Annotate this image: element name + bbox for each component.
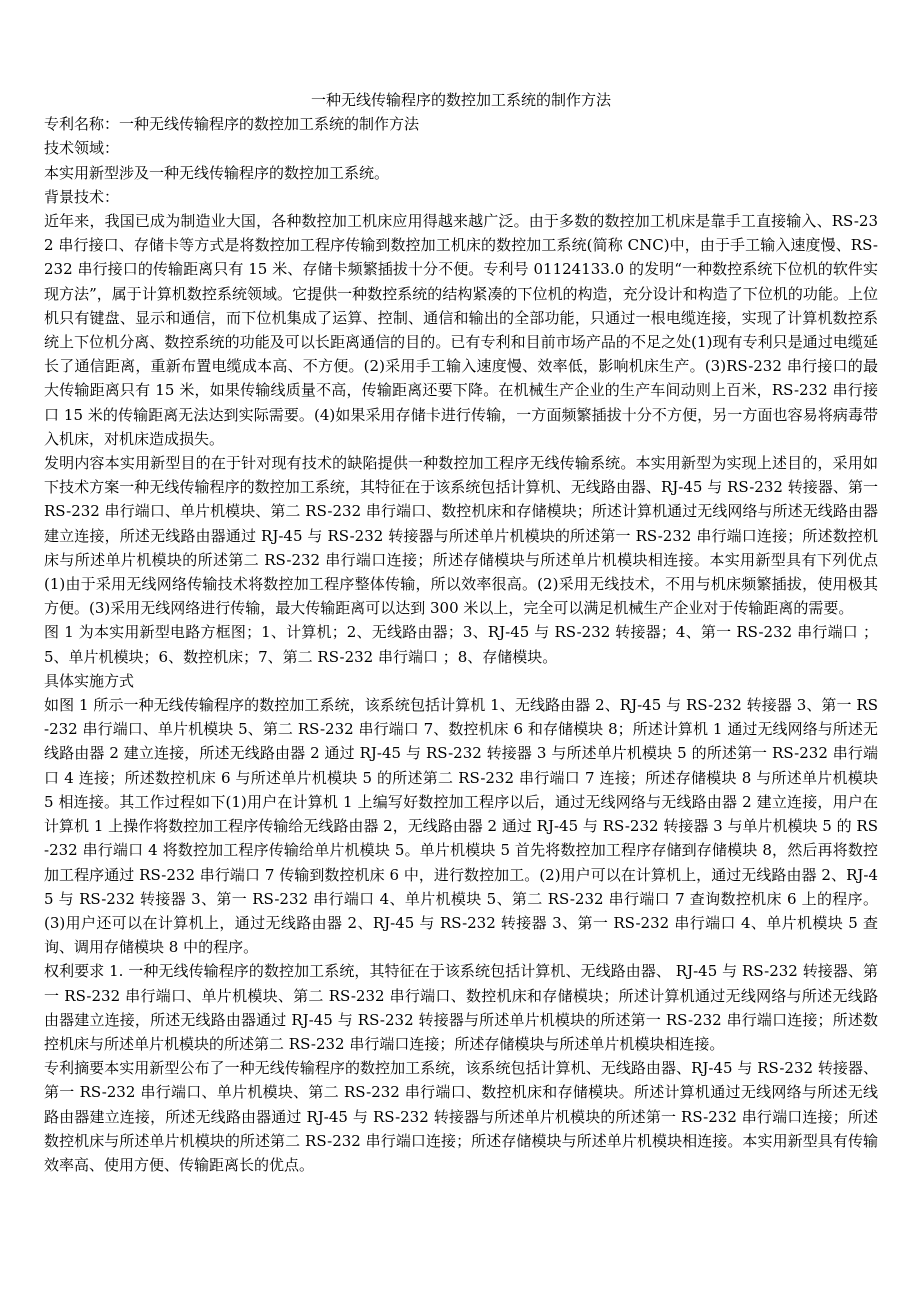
- figure-description-paragraph: 图 1 为本实用新型电路方框图；1、计算机；2、无线路由器；3、RJ-45 与 RS-232 转接器；4、第一 RS-232 串行端口 ；5、单片机模块；6、数控机床；7、第二 RS-232 串行端口 ；8、存储模块。: [44, 623, 878, 666]
- patent-name-line: 专利名称：一种无线传输程序的数控加工系统的制作方法: [44, 115, 420, 134]
- embodiment-paragraph: 如图 1 所示一种无线传输程序的数控加工系统，该系统包括计算机 1、无线路由器 2、RJ-45 与 RS-232 转接器 3、第一 RS-232 串行端口、单片机模块 5、第二 RS-232 串行端口 7、数控机床 6 和存储模块 8；所述计算机 1 通过无线网络与所述无线路由器 2 建立连接，所述无线路由器 2 通过 RJ-45 与 RS-232 转接器 3 与所述单片机模块 5 的所述第一 RS-232 串行端口 4 连接；所述数控机床 6 与所述单片机模块 5 的所述第二 RS-232 串行端口 7 连接；所述存储模块 8 与所述单片机模块 5 相连接。其工作过程如下(1)用户在计算机 1 上编写好数控加工程序以后，通过无线网络与无线路由器 2 建立连接，用户在计算机 1 上操作将数控加工程序传输给无线路由器 2，无线路由器 2 通过 RJ-45 与 RS-232 转接器 3 与单片机模块 5 的 RS-232 串行端口 4 将数控加工程序传输给单片机模块 5。单片机模块 5 首先将数控加工程序存储到存储模块 8，然后再将数控加工程序通过 RS-232 串行端口 7 传输到数控机床 6 中，进行数控加工。(2)用户可以在计算机上，通过无线路由器 2、RJ-45 与 RS-232 转接器 3、第一 RS-232 串行端口 4、单片机模块 5、第二 RS-232 串行端口 7 查询数控机床 6 上的程序。(3)用户还可以在计算机上，通过无线路由器 2、RJ-45 与 RS-232 转接器 3、第一 RS-232 串行端口 4、单片机模块 5 查询、调用存储模块 8 中的程序。: [44, 696, 878, 957]
- claims-paragraph: 权利要求 1. 一种无线传输程序的数控加工系统，其特征在于该系统包括计算机、无线路由器、 RJ-45 与 RS-232 转接器、第一 RS-232 串行端口、单片机模块、第二 RS-232 串行端口、数控机床和存储模块；所述计算机通过无线网络与所述无线路由器建立连接，所述无线路由器通过 RJ-45 与 RS-232 转接器与所述单片机模块的所述第一 RS-232 串行端口连接；所述数控机床与所述单片机模块的所述第二 RS-232 串行端口连接；所述存储模块与所述单片机模块相连接。: [44, 962, 878, 1053]
- section-heading-embodiment: 具体实施方式: [44, 671, 135, 690]
- invention-content-paragraph: 发明内容本实用新型目的在于针对现有技术的缺陷提供一种数控加工程序无线传输系统。本实用新型为实现上述目的，采用如下技术方案一种无线传输程序的数控加工系统，其特征在于该系统包括计算机、无线路由器、RJ-45 与 RS-232 转接器、第一 RS-232 串行端口、单片机模块、第二 RS-232 串行端口、数控机床和存储模块；所述计算机通过无线网络与所述无线路由器建立连接，所述无线路由器通过 RJ-45 与 RS-232 转接器与所述单片机模块的所述第一 RS-232 串行端口连接；所述数控机床与所述单片机模块的所述第二 RS-232 串行端口连接；所述存储模块与所述单片机模块相连接。本实用新型具有下列优点(1)由于采用无线网络传输技术将数控加工程序整体传输，所以效率很高。(2)采用无线技术，不用与机床频繁插拔，使用极其方便。(3)采用无线网络进行传输，最大传输距离可以达到 300 米以上，完全可以满足机械生产企业对于传输距离的需要。: [44, 454, 878, 618]
- background-paragraph: 近年来，我国已成为制造业大国，各种数控加工机床应用得越来越广泛。由于多数的数控加工机床是靠手工直接输入、RS-232 串行接口、存储卡等方式是将数控加工程序传输到数控加工机床的数控加工系统(简称 CNC)中，由于手工输入速度慢、RS-232 串行接口的传输距离只有 15 米、存储卡频繁插拔十分不便。专利号 01124133.0 的发明“一种数控系统下位机的软件实现方法”，属于计算机数控系统领域。它提供一种数控系统的结构紧凑的下位机的构造，充分设计和构造了下位机的功能。上位机只有键盘、显示和通信，而下位机集成了运算、控制、通信和输出的全部功能，只通过一根电缆连接，实现了计算机数控系统上下位机分离、数控系统的功能及可以长距离通信的目的。已有专利和目前市场产品的不足之处(1)现有专利只是通过电缆延长了通信距离，重新布置电缆成本高、不方便。(2)采用手工输入速度慢、效率低，影响机床生产。(3)RS-232 串行接口的最大传输距离只有 15 米，如果传输线质量不高，传输距离还要下降。在机械生产企业的生产车间动则上百米，RS-232 串行接口 15 米的传输距离无法达到实际需要。(4)如果采用存储卡进行传输，一方面频繁插拔十分不方便，另一方面也容易将病毒带入机床，对机床造成损失。: [44, 212, 878, 448]
- section-heading-background: 背景技术：: [44, 187, 120, 206]
- section-heading-technical-field: 技术领域：: [44, 139, 120, 158]
- abstract-paragraph: 专利摘要本实用新型公布了一种无线传输程序的数控加工系统，该系统包括计算机、无线路由器、RJ-45 与 RS-232 转接器、第一 RS-232 串行端口、单片机模块、第二 RS-232 串行端口、数控机床和存储模块。所述计算机通过无线网络与所述无线路由器建立连接，所述无线路由器通过 RJ-45 与 RS-232 转接器与所述单片机模块的所述第一 RS-232 串行端口连接；所述数控机床与所述单片机模块的所述第二 RS-232 串行端口连接；所述存储模块与所述单片机模块相连接。本实用新型具有传输效率高、使用方便、传输距离长的优点。: [44, 1059, 878, 1174]
- document-title: 一种无线传输程序的数控加工系统的制作方法: [310, 91, 611, 109]
- technical-field-paragraph: 本实用新型涉及一种无线传输程序的数控加工系统。: [44, 163, 390, 182]
